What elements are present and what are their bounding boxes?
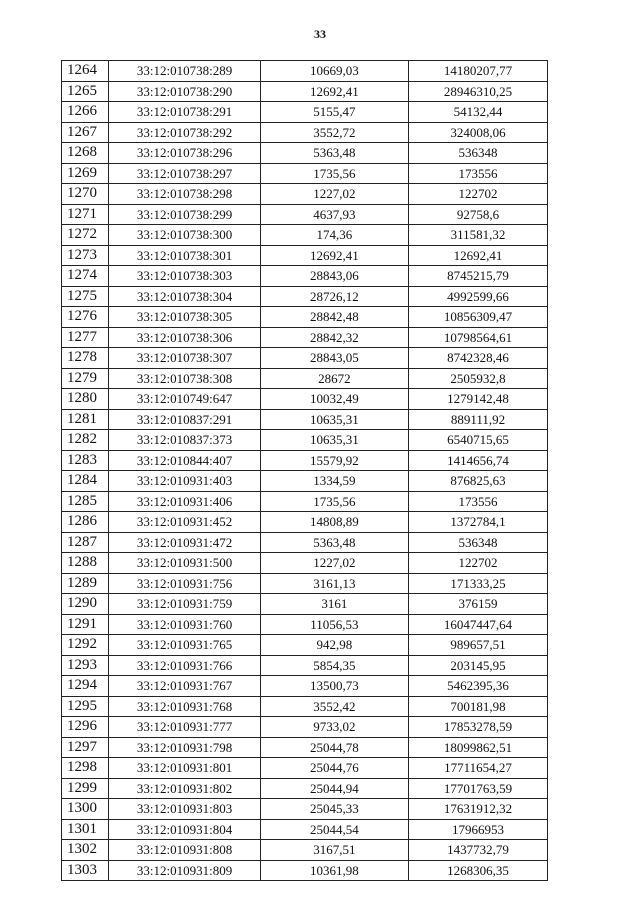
- area-cell: 1735,56: [260, 163, 408, 184]
- value-cell: 203145,95: [408, 655, 547, 676]
- area-cell: 28843,05: [260, 348, 408, 369]
- cadastral-number-cell: 33:12:010931:756: [109, 573, 260, 594]
- area-cell: 10635,31: [260, 430, 408, 451]
- table-row: [62, 389, 548, 410]
- cadastral-number-cell: 33:12:010931:777: [109, 717, 260, 738]
- table-row: [62, 860, 548, 880]
- value-cell: 1279142,48: [408, 389, 547, 410]
- area-cell: 1334,59: [260, 471, 408, 492]
- value-cell: 173556: [408, 491, 547, 512]
- area-cell: 14808,89: [260, 512, 408, 533]
- cadastral-number-cell: 33:12:010738:304: [109, 286, 260, 307]
- value-cell: 17701763,59: [408, 778, 547, 799]
- cadastral-number-cell: 33:12:010738:292: [109, 122, 260, 143]
- area-cell: 28842,48: [260, 307, 408, 328]
- row-number-cell: 1295: [62, 696, 109, 717]
- value-cell: 2505932,8: [408, 368, 547, 389]
- value-cell: 12692,41: [408, 245, 547, 266]
- value-cell: 1414656,74: [408, 450, 547, 471]
- area-cell: 5363,48: [260, 532, 408, 553]
- table-row: [62, 553, 548, 574]
- table-row: [62, 61, 548, 82]
- row-number-cell: 1277: [62, 327, 109, 348]
- table-row: [62, 840, 548, 861]
- cadastral-number-cell: 33:12:010738:298: [109, 184, 260, 205]
- area-cell: 3161,13: [260, 573, 408, 594]
- row-number-cell: 1270: [62, 184, 109, 205]
- area-cell: 28726,12: [260, 286, 408, 307]
- cadastral-number-cell: 33:12:010931:801: [109, 758, 260, 779]
- row-number-cell: 1283: [62, 450, 109, 471]
- area-cell: 942,98: [260, 635, 408, 656]
- area-cell: 28842,32: [260, 327, 408, 348]
- area-cell: 25044,94: [260, 778, 408, 799]
- row-number-cell: 1273: [62, 245, 109, 266]
- value-cell: 173556: [408, 163, 547, 184]
- row-number-cell: 1279: [62, 368, 109, 389]
- cadastral-number-cell: 33:12:010738:308: [109, 368, 260, 389]
- cadastral-number-cell: 33:12:010931:760: [109, 614, 260, 635]
- area-cell: 28672: [260, 368, 408, 389]
- row-number-cell: 1266: [62, 102, 109, 123]
- value-cell: 10856309,47: [408, 307, 547, 328]
- cadastral-number-cell: 33:12:010844:407: [109, 450, 260, 471]
- value-cell: 122702: [408, 184, 547, 205]
- cadastral-number-cell: 33:12:010738:305: [109, 307, 260, 328]
- area-cell: 10032,49: [260, 389, 408, 410]
- table-row: [62, 204, 548, 225]
- area-cell: 1735,56: [260, 491, 408, 512]
- cadastral-number-cell: 33:12:010738:296: [109, 143, 260, 164]
- row-number-cell: 1278: [62, 348, 109, 369]
- area-cell: 4637,93: [260, 204, 408, 225]
- row-number-cell: 1264: [62, 61, 109, 82]
- cadastral-number-cell: 33:12:010931:472: [109, 532, 260, 553]
- row-number-cell: 1299: [62, 778, 109, 799]
- area-cell: 1227,02: [260, 553, 408, 574]
- cadastral-number-cell: 33:12:010738:297: [109, 163, 260, 184]
- cadastral-number-cell: 33:12:010931:804: [109, 819, 260, 840]
- table-row: [62, 819, 548, 840]
- table-row: [62, 143, 548, 164]
- cadastral-number-cell: 33:12:010931:803: [109, 799, 260, 820]
- row-number-cell: 1286: [62, 512, 109, 533]
- row-number-cell: 1272: [62, 225, 109, 246]
- area-cell: 5854,35: [260, 655, 408, 676]
- row-number-cell: 1274: [62, 266, 109, 287]
- value-cell: 889111,92: [408, 409, 547, 430]
- value-cell: 16047447,64: [408, 614, 547, 635]
- value-cell: 376159: [408, 594, 547, 615]
- table-row: [62, 266, 548, 287]
- cadastral-number-cell: 33:12:010931:403: [109, 471, 260, 492]
- cadastral-number-cell: 33:12:010931:768: [109, 696, 260, 717]
- value-cell: 10798564,61: [408, 327, 547, 348]
- area-cell: 13500,73: [260, 676, 408, 697]
- value-cell: 989657,51: [408, 635, 547, 656]
- row-number-cell: 1303: [62, 860, 109, 880]
- row-number-cell: 1271: [62, 204, 109, 225]
- value-cell: 700181,98: [408, 696, 547, 717]
- row-number-cell: 1293: [62, 655, 109, 676]
- row-number-cell: 1294: [62, 676, 109, 697]
- table-row: [62, 307, 548, 328]
- table-row: [62, 348, 548, 369]
- value-cell: 28946310,25: [408, 81, 547, 102]
- area-cell: 5155,47: [260, 102, 408, 123]
- area-cell: 12692,41: [260, 81, 408, 102]
- area-cell: 9733,02: [260, 717, 408, 738]
- table-row: [62, 102, 548, 123]
- table-row: [62, 778, 548, 799]
- value-cell: 1268306,35: [408, 860, 547, 880]
- row-number-cell: 1275: [62, 286, 109, 307]
- cadastral-number-cell: 33:12:010931:798: [109, 737, 260, 758]
- value-cell: 8742328,46: [408, 348, 547, 369]
- cadastral-number-cell: 33:12:010738:290: [109, 81, 260, 102]
- value-cell: 92758,6: [408, 204, 547, 225]
- value-cell: 311581,32: [408, 225, 547, 246]
- value-cell: 17711654,27: [408, 758, 547, 779]
- value-cell: 17631912,32: [408, 799, 547, 820]
- table-row: [62, 471, 548, 492]
- row-number-cell: 1302: [62, 840, 109, 861]
- row-number-cell: 1282: [62, 430, 109, 451]
- value-cell: 876825,63: [408, 471, 547, 492]
- area-cell: 25044,54: [260, 819, 408, 840]
- table-row: [62, 799, 548, 820]
- row-number-cell: 1285: [62, 491, 109, 512]
- table-row: [62, 696, 548, 717]
- table-row: [62, 676, 548, 697]
- row-number-cell: 1268: [62, 143, 109, 164]
- table-row: [62, 430, 548, 451]
- row-number-cell: 1269: [62, 163, 109, 184]
- cadastral-number-cell: 33:12:010931:766: [109, 655, 260, 676]
- table-row: [62, 368, 548, 389]
- value-cell: 14180207,77: [408, 61, 547, 82]
- table-row: [62, 409, 548, 430]
- row-number-cell: 1281: [62, 409, 109, 430]
- cadastral-number-cell: 33:12:010738:300: [109, 225, 260, 246]
- table-row: [62, 758, 548, 779]
- value-cell: 1437732,79: [408, 840, 547, 861]
- cadastral-table: [61, 60, 548, 881]
- value-cell: 8745215,79: [408, 266, 547, 287]
- cadastral-number-cell: 33:12:010931:500: [109, 553, 260, 574]
- row-number-cell: 1276: [62, 307, 109, 328]
- area-cell: 25044,78: [260, 737, 408, 758]
- value-cell: 5462395,36: [408, 676, 547, 697]
- value-cell: 536348: [408, 143, 547, 164]
- table-row: [62, 225, 548, 246]
- cadastral-number-cell: 33:12:010931:808: [109, 840, 260, 861]
- table-row: [62, 655, 548, 676]
- table-row: [62, 594, 548, 615]
- cadastral-number-cell: 33:12:010931:406: [109, 491, 260, 512]
- table-row: [62, 491, 548, 512]
- cadastral-number-cell: 33:12:010931:759: [109, 594, 260, 615]
- table-row: [62, 532, 548, 553]
- cadastral-number-cell: 33:12:010738:303: [109, 266, 260, 287]
- row-number-cell: 1297: [62, 737, 109, 758]
- row-number-cell: 1301: [62, 819, 109, 840]
- table-row: [62, 163, 548, 184]
- value-cell: 6540715,65: [408, 430, 547, 451]
- area-cell: 15579,92: [260, 450, 408, 471]
- cadastral-number-cell: 33:12:010931:809: [109, 860, 260, 880]
- area-cell: 5363,48: [260, 143, 408, 164]
- cadastral-number-cell: 33:12:010738:306: [109, 327, 260, 348]
- area-cell: 3167,51: [260, 840, 408, 861]
- value-cell: 17966953: [408, 819, 547, 840]
- area-cell: 28843,06: [260, 266, 408, 287]
- value-cell: 1372784,1: [408, 512, 547, 533]
- table-row: [62, 184, 548, 205]
- cadastral-number-cell: 33:12:010738:307: [109, 348, 260, 369]
- row-number-cell: 1287: [62, 532, 109, 553]
- area-cell: 1227,02: [260, 184, 408, 205]
- row-number-cell: 1300: [62, 799, 109, 820]
- row-number-cell: 1265: [62, 81, 109, 102]
- cadastral-number-cell: 33:12:010738:291: [109, 102, 260, 123]
- row-number-cell: 1288: [62, 553, 109, 574]
- area-cell: 174,36: [260, 225, 408, 246]
- cadastral-number-cell: 33:12:010931:767: [109, 676, 260, 697]
- cadastral-number-cell: 33:12:010931:802: [109, 778, 260, 799]
- value-cell: 4992599,66: [408, 286, 547, 307]
- table-row: [62, 81, 548, 102]
- area-cell: 25045,33: [260, 799, 408, 820]
- value-cell: 324008,06: [408, 122, 547, 143]
- table-row: [62, 286, 548, 307]
- cadastral-number-cell: 33:12:010837:291: [109, 409, 260, 430]
- area-cell: 10635,31: [260, 409, 408, 430]
- area-cell: 10669,03: [260, 61, 408, 82]
- row-number-cell: 1280: [62, 389, 109, 410]
- area-cell: 10361,98: [260, 860, 408, 880]
- area-cell: 12692,41: [260, 245, 408, 266]
- table-row: [62, 635, 548, 656]
- table-row: [62, 737, 548, 758]
- cadastral-number-cell: 33:12:010738:301: [109, 245, 260, 266]
- row-number-cell: 1296: [62, 717, 109, 738]
- table-row: [62, 450, 548, 471]
- area-cell: 11056,53: [260, 614, 408, 635]
- row-number-cell: 1284: [62, 471, 109, 492]
- area-cell: 3161: [260, 594, 408, 615]
- row-number-cell: 1290: [62, 594, 109, 615]
- cadastral-number-cell: 33:12:010738:299: [109, 204, 260, 225]
- area-cell: 3552,42: [260, 696, 408, 717]
- value-cell: 536348: [408, 532, 547, 553]
- row-number-cell: 1298: [62, 758, 109, 779]
- page-number: 33: [314, 27, 326, 41]
- table-row: [62, 512, 548, 533]
- value-cell: 17853278,59: [408, 717, 547, 738]
- value-cell: 54132,44: [408, 102, 547, 123]
- table-row: [62, 327, 548, 348]
- table-row: [62, 614, 548, 635]
- value-cell: 18099862,51: [408, 737, 547, 758]
- table-row: [62, 717, 548, 738]
- row-number-cell: 1291: [62, 614, 109, 635]
- area-cell: 3552,72: [260, 122, 408, 143]
- table-body: [62, 61, 548, 881]
- table-row: [62, 573, 548, 594]
- cadastral-number-cell: 33:12:010931:765: [109, 635, 260, 656]
- row-number-cell: 1292: [62, 635, 109, 656]
- cadastral-number-cell: 33:12:010837:373: [109, 430, 260, 451]
- area-cell: 25044,76: [260, 758, 408, 779]
- table-row: [62, 245, 548, 266]
- row-number-cell: 1267: [62, 122, 109, 143]
- cadastral-number-cell: 33:12:010931:452: [109, 512, 260, 533]
- cadastral-number-cell: 33:12:010738:289: [109, 61, 260, 82]
- value-cell: 171333,25: [408, 573, 547, 594]
- row-number-cell: 1289: [62, 573, 109, 594]
- cadastral-number-cell: 33:12:010749:647: [109, 389, 260, 410]
- table-row: [62, 122, 548, 143]
- value-cell: 122702: [408, 553, 547, 574]
